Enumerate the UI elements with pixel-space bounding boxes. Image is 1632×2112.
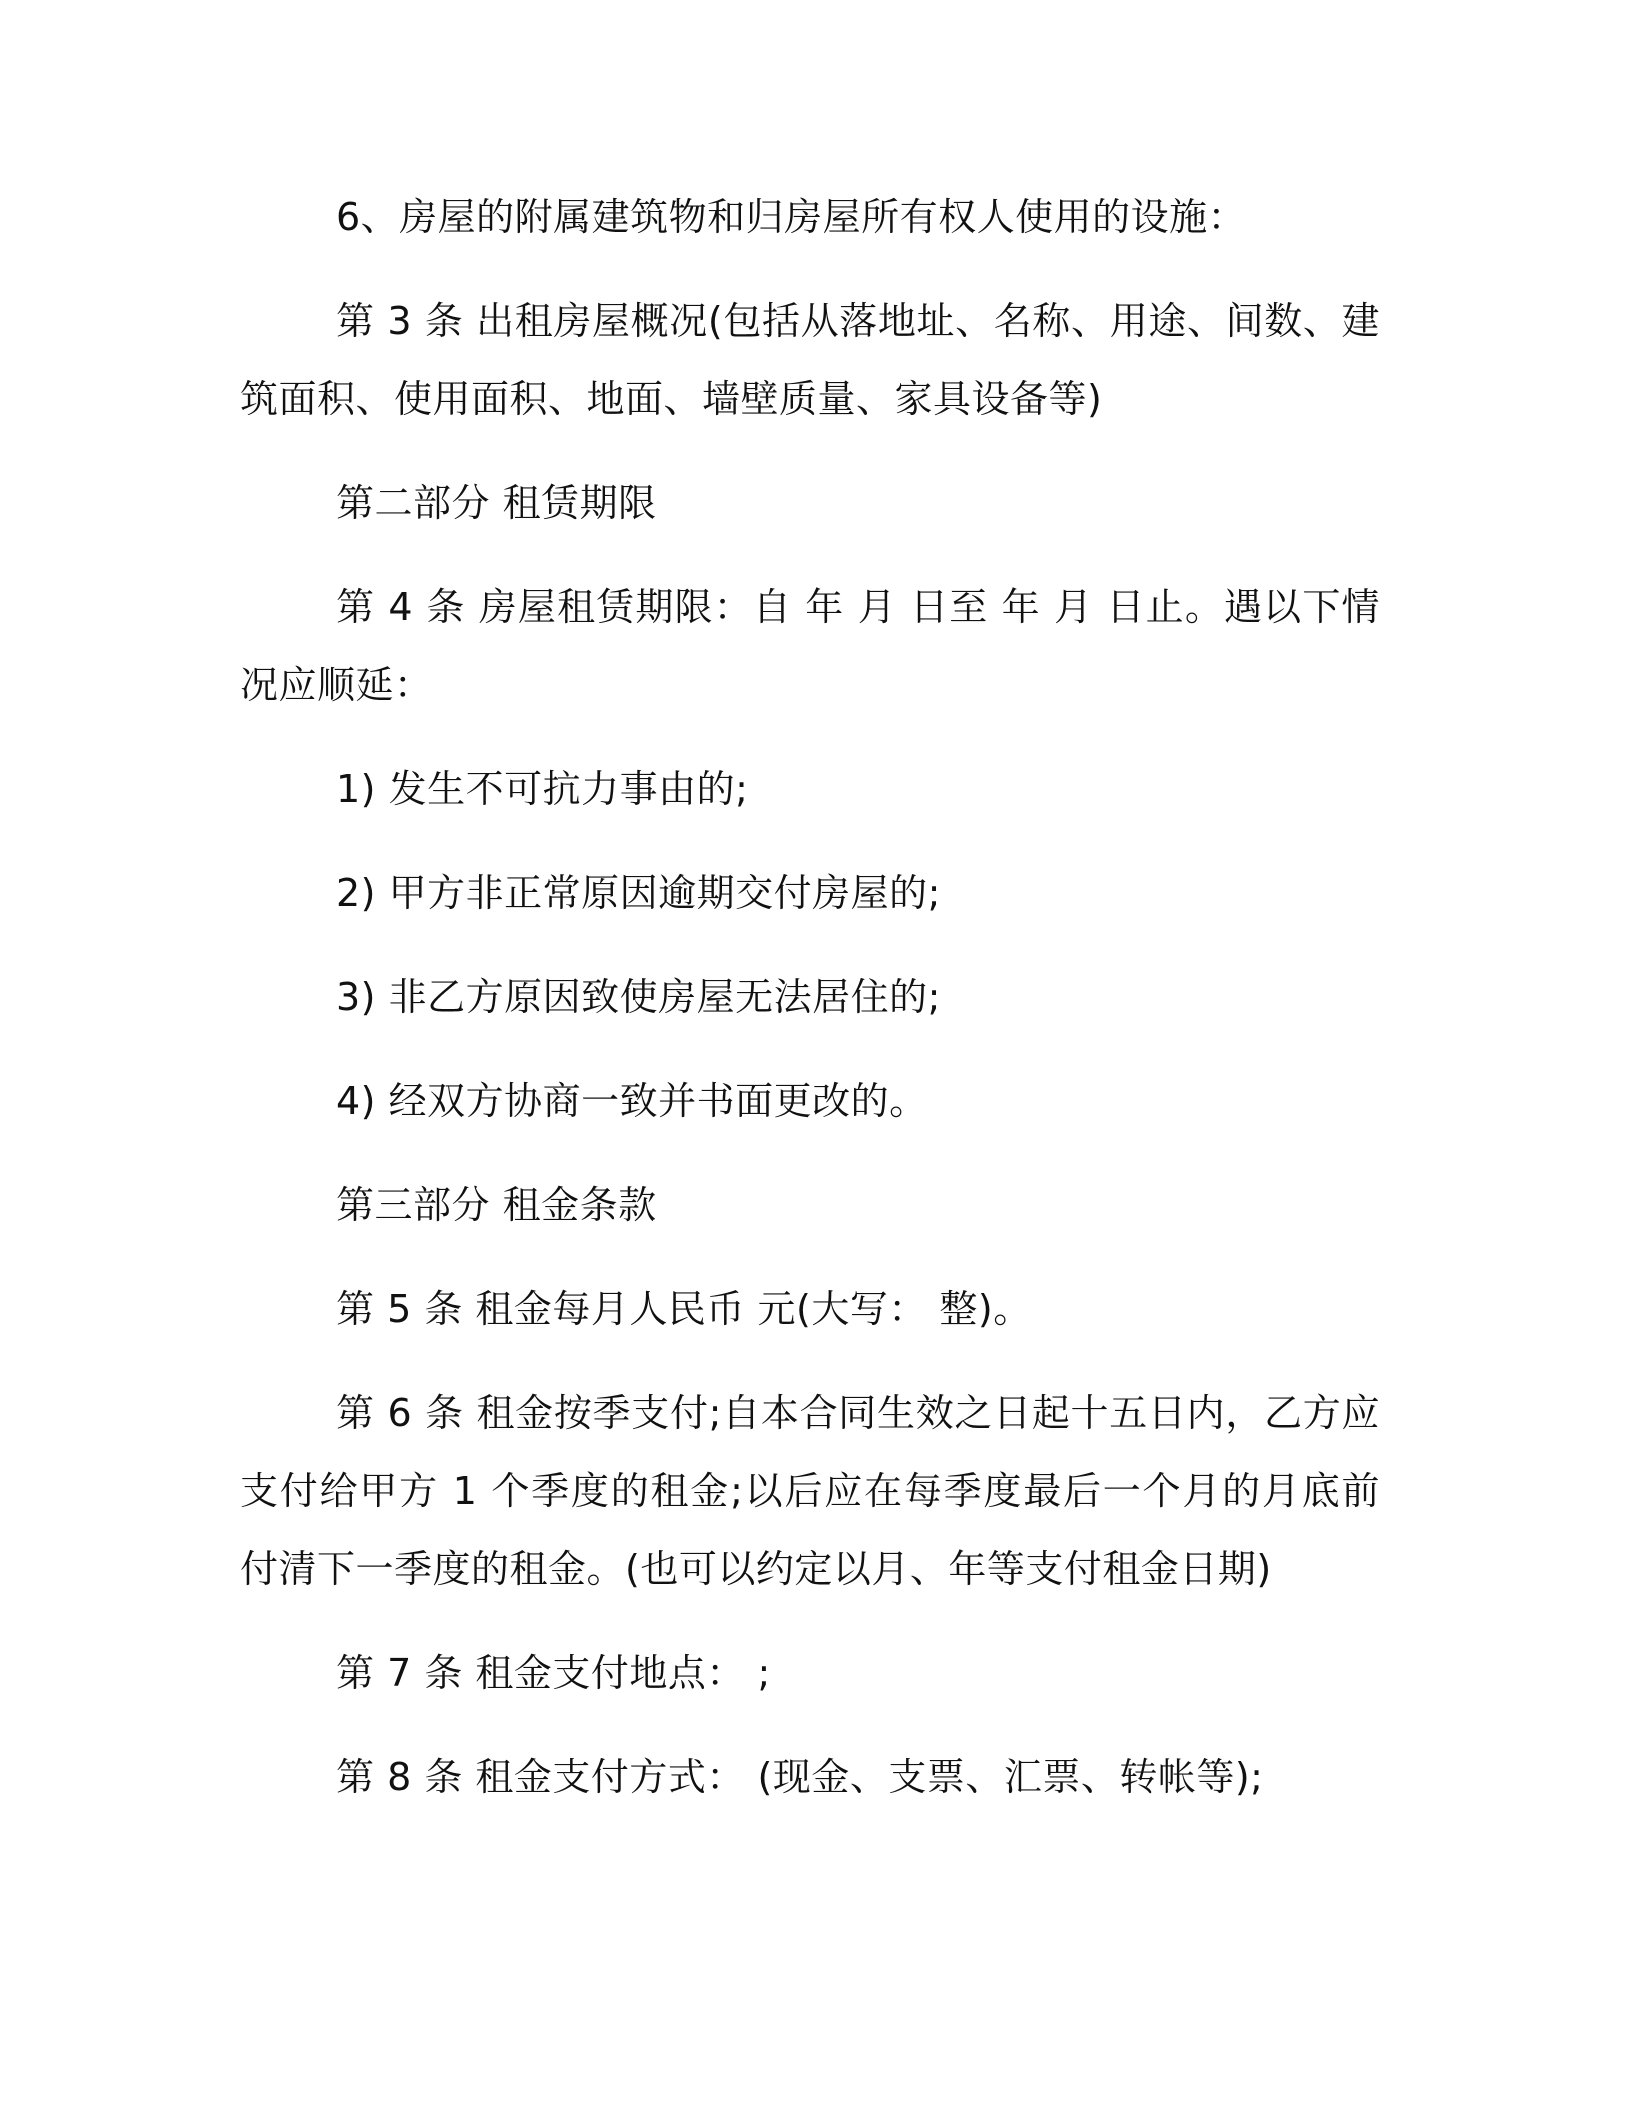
article-3-property-overview: 第 3 条 出租房屋概况(包括从落地址、名称、用途、间数、建筑面积、使用面积、地面、墙壁质量、家具设备等) xyxy=(240,299,1380,421)
clause-6-facilities: 6、房屋的附属建筑物和归房屋所有权人使用的设施： xyxy=(336,195,1247,239)
article-7-payment-location: 第 7 条 租金支付地点： ; xyxy=(336,1651,771,1695)
article-8-payment-method: 第 8 条 租金支付方式： (现金、支票、汇票、转帐等); xyxy=(336,1755,1264,1799)
article-5-monthly-rent: 第 5 条 租金每月人民币 元(大写： 整)。 xyxy=(336,1287,1032,1331)
part-3-heading: 第三部分 租金条款 xyxy=(336,1183,657,1227)
list-item-1: 1) 发生不可抗力事由的; xyxy=(336,767,749,811)
document-page xyxy=(240,178,1380,1842)
part-2-heading: 第二部分 租赁期限 xyxy=(336,481,657,525)
list-item-2: 2) 甲方非正常原因逾期交付房屋的; xyxy=(336,871,941,915)
article-6-payment-schedule: 第 6 条 租金按季支付;自本合同生效之日起十五日内，乙方应支付给甲方 1 个季度的租金;以后应在每季度最后一个月的月底前付清下一季度的租金。(也可以约定以月、年等支付租金日期) xyxy=(240,1391,1380,1591)
list-item-4: 4) 经双方协商一致并书面更改的。 xyxy=(336,1079,928,1123)
list-item-3: 3) 非乙方原因致使房屋无法居住的; xyxy=(336,975,941,1019)
article-4-lease-term: 第 4 条 房屋租赁期限：自 年 月 日至 年 月 日止。遇以下情况应顺延： xyxy=(240,585,1380,707)
